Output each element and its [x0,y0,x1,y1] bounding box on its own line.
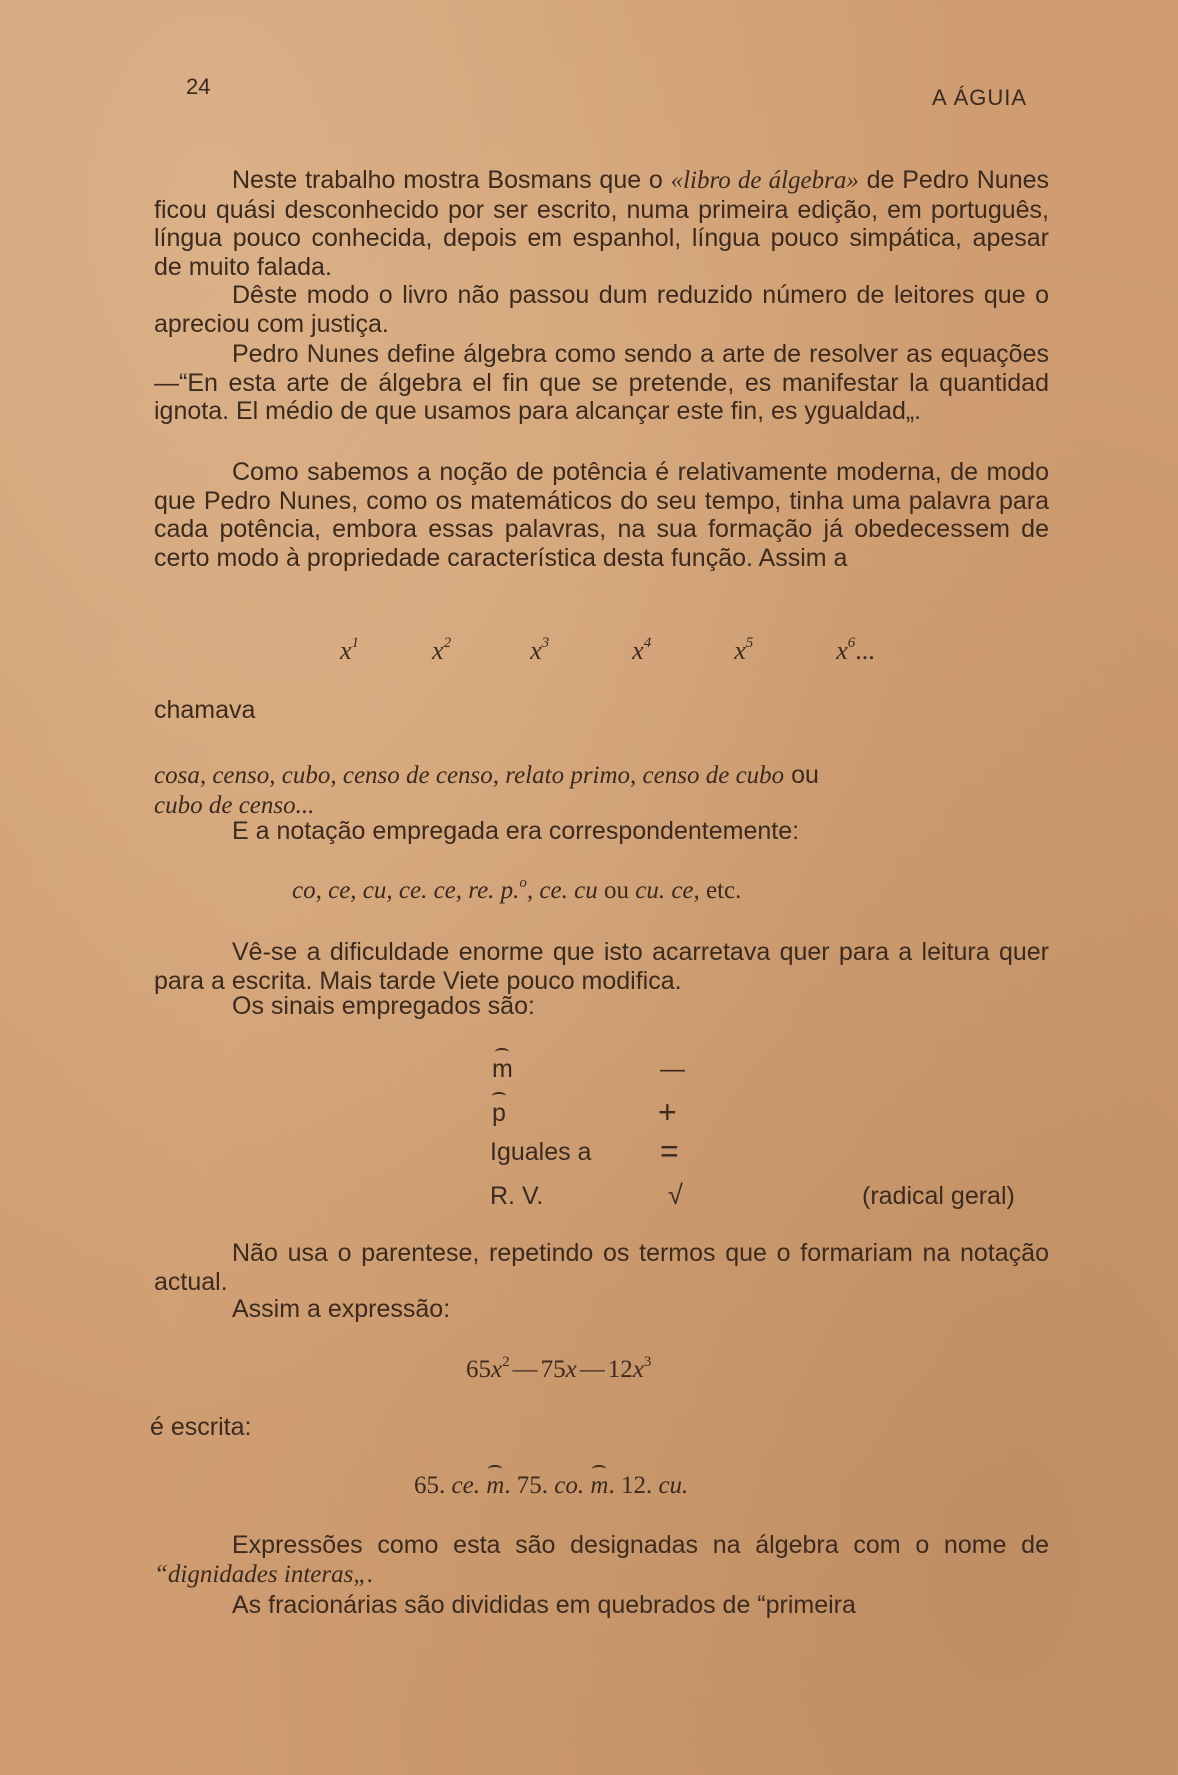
power-x6: $x^6$... [836,635,875,665]
ou-word: ou [784,761,819,789]
chamava-label: chamava [154,696,256,724]
paragraph-powers: Como sabemos a noção de potência é relativamente moderna, de modo que Pedro Nunes, como os matemáticos do seu tempo, tinha uma palavra para cada potência, embora essas palavras, na sua formação já obedecessem de certo modo à propriedade característica desta função. Assim a [154,458,1049,573]
paragraph-bosmans [154,166,1049,282]
paragraph-signs-intro: Os sinais empregados são: [232,992,535,1020]
abbrev-list: co, ce, cu, ce. ce, re. p. [292,877,520,904]
abbrev-list: , ce. cu [526,877,598,904]
notation-line [292,874,742,905]
paragraph-text: Expressões como esta são designadas na álgebra com o nome de [232,1531,1049,1559]
paragraph-text: de Pedro Nunes ficou quási desconhecido por ser escrito, numa primeira edição, em português, língua pouco conhecida, depois em espanhol, língua pouco simpática, apesar de muito falada. [154,166,1050,282]
power-x2: $x^2$ [432,635,452,665]
sign-symbol-plus: + [658,1094,677,1130]
powers-line [340,636,875,666]
sign-word-plus: p [492,1099,506,1127]
book-title: «libro de álgebra» [670,167,859,194]
expression-modern: $65x^2$ — 75x — $12x^3$ [466,1353,652,1383]
names-paragraph [154,761,1049,820]
expression-written: 65. ce. m. 75. co. m. 12. cu. [414,1472,689,1499]
page-number: 24 [186,74,211,99]
term-dignidades: “dignidades interas„. [154,1560,374,1588]
paragraph-parentheses: Não usa o parentese, repetindo os termos que o formariam na notação actual. [154,1239,1049,1296]
paragraph-readers: Dêste modo o livro não passou dum reduzido número de leitores que o apreciou com justiça. [154,281,1049,338]
notation-intro: E a notação empregada era correspondentemente: [232,817,800,845]
power-x5: $x^5$ [734,635,754,665]
paragraph-assim: Assim a expressão: [232,1295,451,1323]
power-names: cosa, censo, cubo, censo de censo, relato primo, censo de cubo [154,762,785,789]
sign-word-minus: m [492,1055,513,1083]
paragraph-dignidades [154,1531,1049,1589]
power-names-continued: cubo de censo... [154,791,315,819]
etc-word: etc. [699,877,742,904]
paragraph-fracionarias: As fracionárias são divididas em quebrados de “primeira [232,1591,856,1619]
power-x4: $x^4$ [632,635,652,665]
paragraph-text: Neste trabalho mostra Bosmans que o [232,166,671,194]
power-x3: $x^3$ [530,635,550,665]
running-head: A ÁGUIA [932,85,1028,110]
paragraph-definition: Pedro Nunes define álgebra como sendo a arte de resolver as equações—“En esta arte de álgebra el fin que se pretende, es manifestar la quantidad ignota. El médio de que usamos para alcançar este fin, es ygualdad„. [154,340,1049,426]
paragraph-difficulty: Vê-se a dificuldade enorme que isto acarretava quer para a leitura quer para a escrita. Mais tarde Viete pouco modifica. [154,938,1049,995]
sign-symbol-minus: — [660,1055,685,1083]
power-x1: $x^1$ [340,635,360,665]
ordinal-sup: o [519,874,527,891]
sign-word-equals: Iguales a [490,1138,592,1166]
ou-word: ou [597,877,636,904]
sign-note-root: (radical geral) [862,1182,1015,1210]
e-escrita-label: é escrita: [150,1413,252,1441]
sign-symbol-root: √ [668,1180,683,1210]
abbrev-list: cu. ce, [635,877,700,904]
sign-word-root: R. V. [490,1182,544,1210]
sign-symbol-equals: = [660,1133,679,1169]
